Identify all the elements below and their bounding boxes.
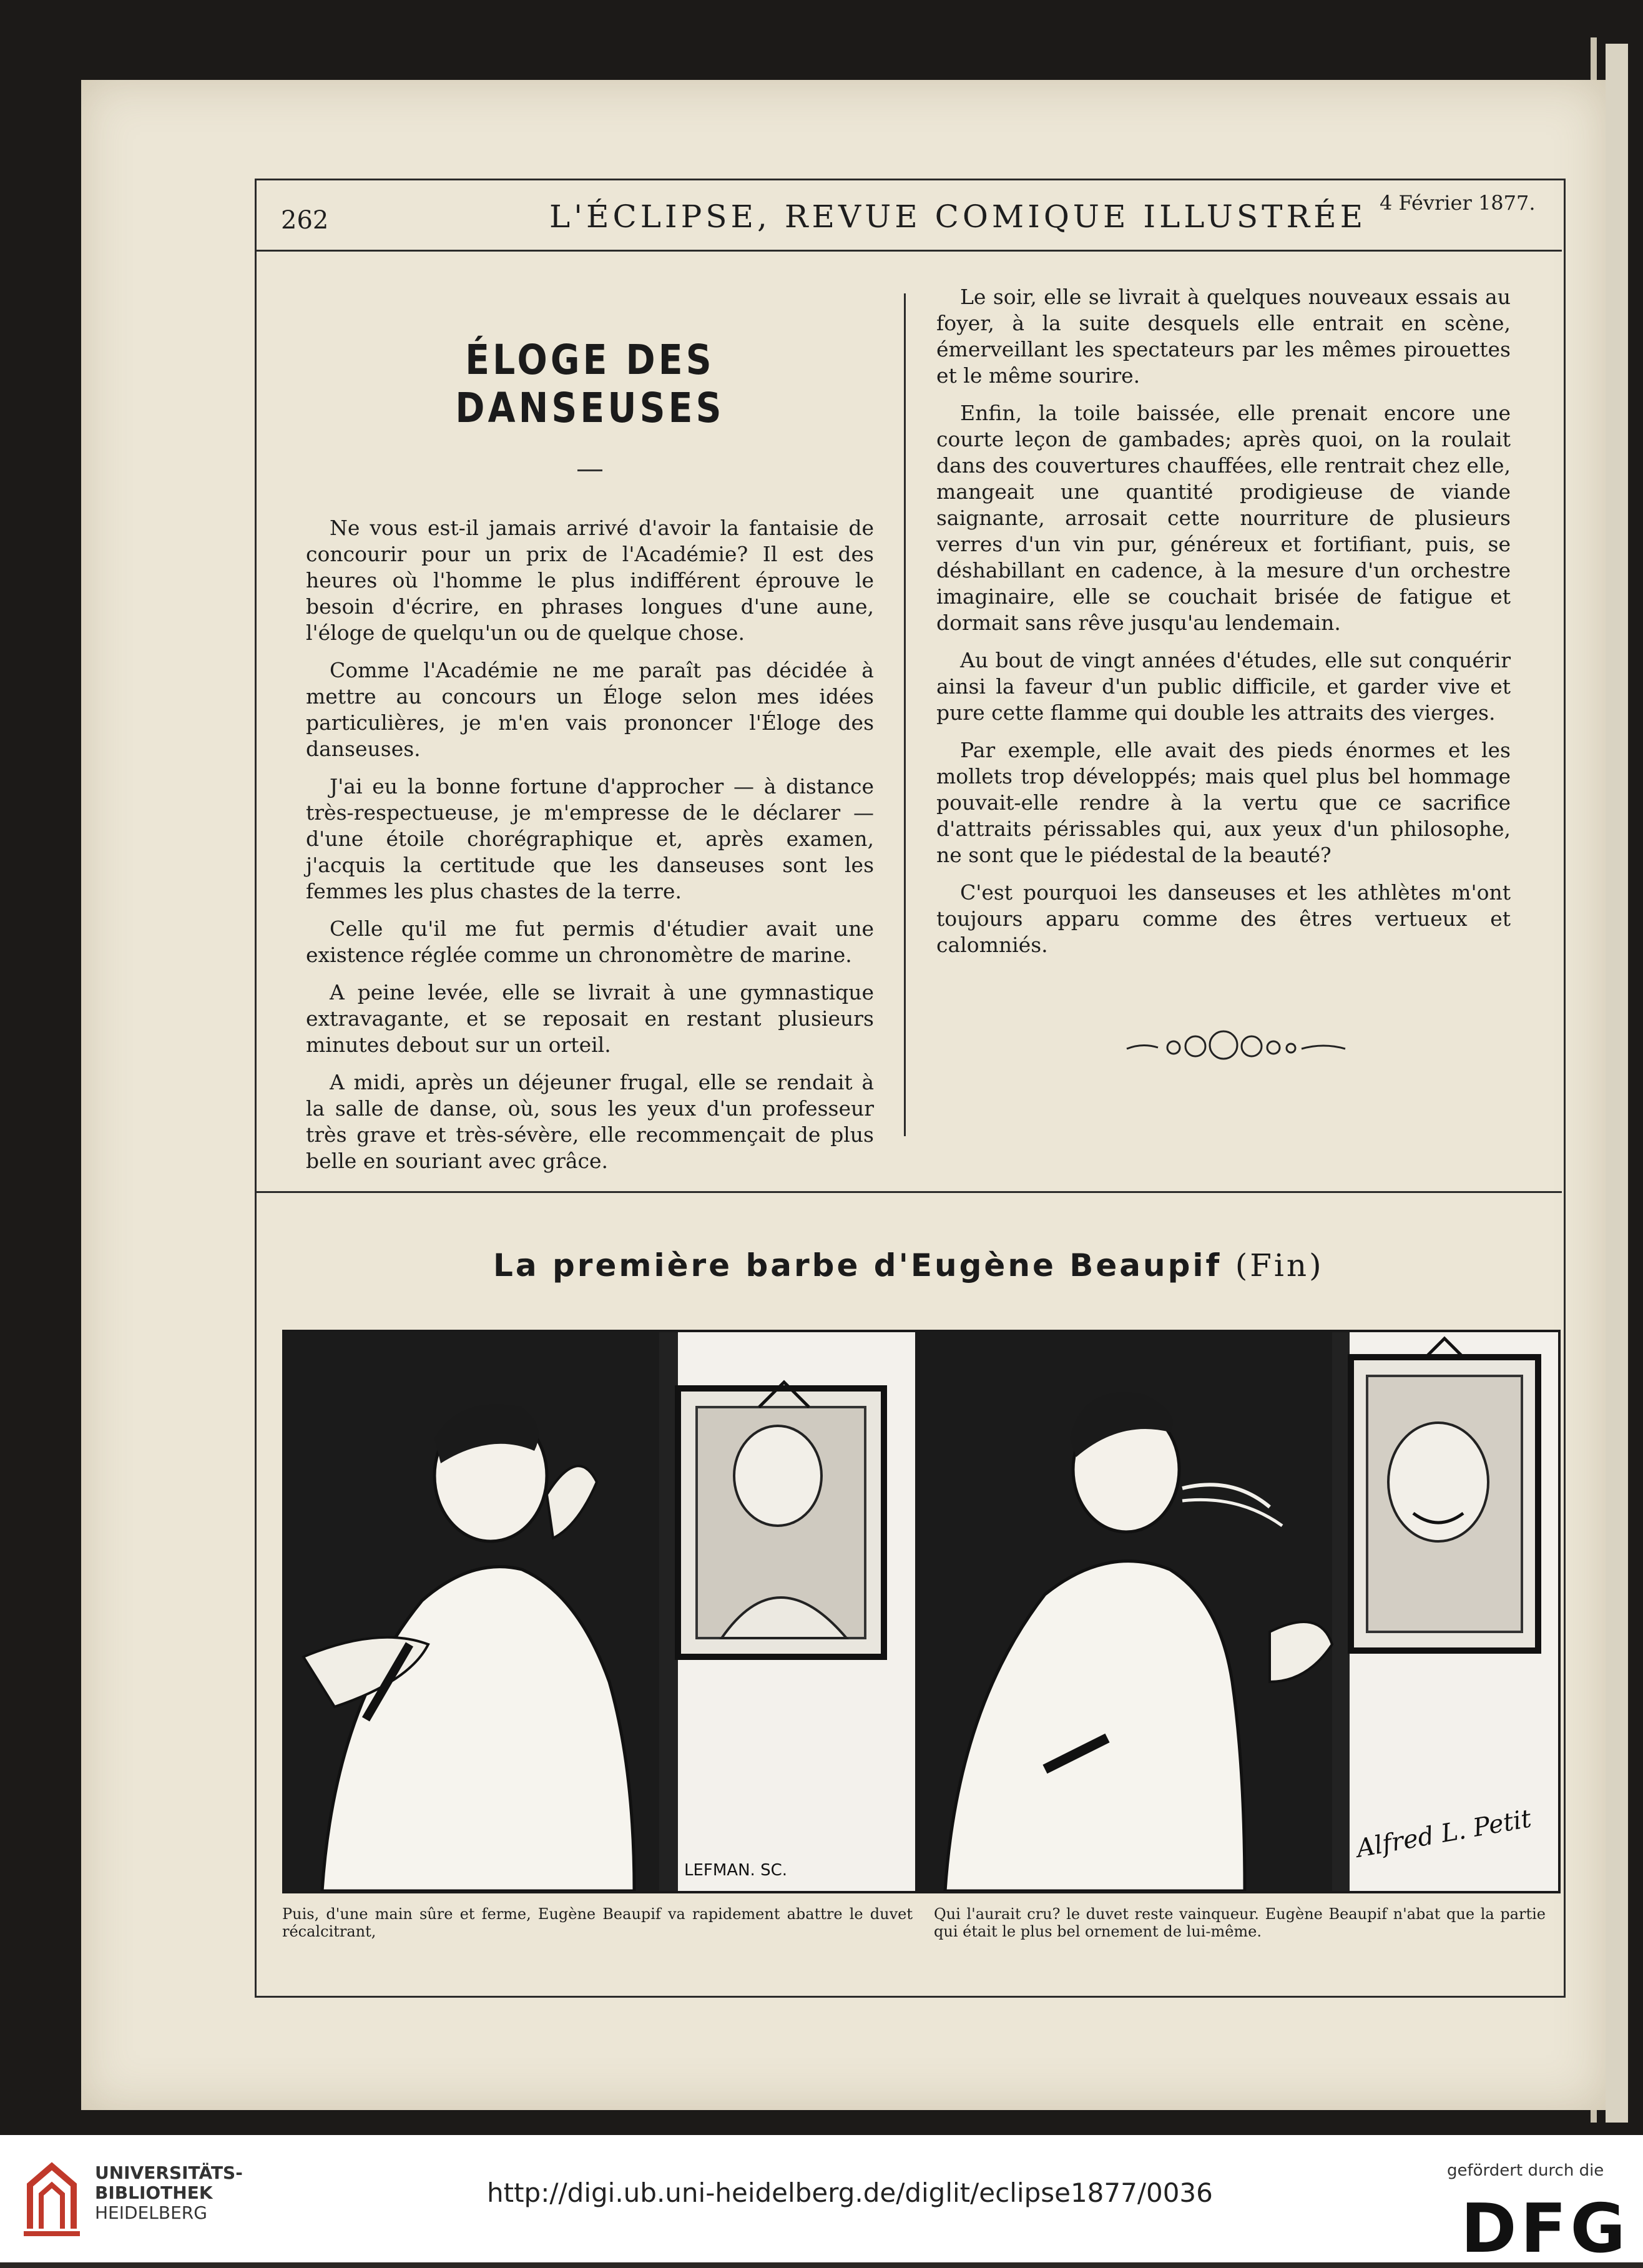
university-library-logo-icon	[17, 2160, 86, 2241]
cartoon-title	[493, 1247, 1324, 1284]
article-title: ÉLOGE DES DANSEUSES	[455, 336, 725, 432]
article-paragraph: A peine levée, elle se livrait à une gymnastique extravagante, et se reposait en restant plusieurs minutes debout sur un orteil.	[306, 980, 874, 1057]
article-paragraph: Comme l'Académie ne me paraît pas décidée à mettre au concours un Éloge selon mes idées particulières, je m'en vais prononcer l'Éloge des danseuses.	[306, 658, 874, 761]
article-paragraph: A midi, après un déjeuner frugal, elle se rendait à la salle de danse, où, sous les yeux d'un professeur très grave et très-sévère, elle recommençait de plus belle en souriant avec grâce.	[306, 1070, 874, 1173]
permalink-url[interactable]: http://digi.ub.uni-heidelberg.de/diglit/eclipse1877/0036	[487, 2177, 1213, 2208]
masthead-title: L'ÉCLIPSE, REVUE COMIQUE ILLUSTRÉE	[549, 199, 1367, 235]
shaving-man-illustration	[285, 1332, 915, 1891]
library-name	[95, 2163, 243, 2223]
article-paragraph: Au bout de vingt années d'études, elle sut conquérir ainsi la faveur d'un public difficile, et garder vive et pure cette flamme qui double les attraits des vierges.	[936, 648, 1511, 725]
page-edge	[1606, 44, 1628, 2123]
cartoon-panel-right	[918, 1330, 1561, 1893]
header-rule	[255, 250, 1562, 252]
article-column-right	[936, 284, 1511, 970]
issue-date: 4 Février 1877.	[1380, 191, 1536, 215]
column-divider	[904, 293, 906, 1136]
article-paragraph: C'est pourquoi les danseuses et les athlètes m'ont toujours apparu comme des êtres vertueux et calomniés.	[936, 880, 1511, 957]
cartoon-title-text: La première barbe d'Eugène Beaupif	[493, 1247, 1222, 1284]
title-dash	[577, 469, 602, 471]
article-column-left	[306, 325, 874, 1186]
cartoon-panel-left	[282, 1330, 918, 1893]
dfg-logo: DFG	[1461, 2190, 1630, 2268]
article-paragraph: Par exemple, elle avait des pieds énormes et les mollets trop développés; mais quel plus bel hommage pouvait-elle rendre à la vertu que ce sacrifice d'attraits périssables qui, aux yeux d'un philosophe, ne sont que le piédestal de la beauté?	[936, 738, 1511, 867]
engraver-signature: LEFMAN. SC.	[684, 1861, 787, 1880]
ornament-flourish-icon	[1124, 1024, 1348, 1068]
article-paragraph: Ne vous est-il jamais arrivé d'avoir la fantaisie de concourir pour un prix de l'Académie? Il est des heures où l'homme le plus indifférent éprouve le besoin d'écrire, en phrases longues d'une aune, l'éloge de quelqu'un ou de quelque chose.	[306, 516, 874, 645]
funded-by-label: gefördert durch die	[1447, 2161, 1604, 2180]
caption-left: Puis, d'une main sûre et ferme, Eugène Beaupif va rapidement abattre le duvet récalcitrant,	[282, 1905, 913, 1940]
article-paragraph: Le soir, elle se livrait à quelques nouveaux essais au foyer, à la suite desquels elle entrait en scène, émerveillant les spectateurs par les mêmes pirouettes et le même sourire.	[936, 285, 1511, 388]
library-name-line1: UNIVERSITÄTS-	[95, 2162, 243, 2183]
crying-man-illustration	[920, 1332, 1558, 1891]
page-number: 262	[281, 206, 329, 235]
article-paragraph: Celle qu'il me fut permis d'étudier avait une existence réglée comme un chronomètre de marine.	[306, 916, 874, 967]
section-rule	[255, 1191, 1562, 1193]
caption-right: Qui l'aurait cru? le duvet reste vainqueur. Eugène Beaupif n'abat que la partie qui était le plus bel ornement de lui-même.	[934, 1905, 1546, 1940]
cartoon-title-suffix: (Fin)	[1235, 1247, 1324, 1284]
article-paragraph: Enfin, la toile baissée, elle prenait encore une courte leçon de gambades; après quoi, on la roulait dans des couvertures chauffées, elle rentrait chez elle, mangeait une quantité prodigieuse de viande saignante, arrosait cette nourriture de plusieurs verres d'un vin pur, généreux et fortifiant, puis, se déshabillant en cadence, à la mesure d'un orchestre imaginaire, elle se couchait brisée de fatigue et dormait sans rêve jusqu'au lendemain.	[936, 401, 1511, 635]
library-name-line3: HEIDELBERG	[95, 2202, 207, 2223]
library-name-line2: BIBLIOTHEK	[95, 2182, 213, 2203]
artist-signature: Alfred L. Petit	[1354, 1804, 1534, 1863]
article-paragraph: J'ai eu la bonne fortune d'approcher — à distance très-respectueuse, je m'empresse de le déclarer — d'une étoile chorégraphique et, après examen, j'acquis la certitude que les danseuses sont les femmes les plus chastes de la terre.	[306, 774, 874, 903]
